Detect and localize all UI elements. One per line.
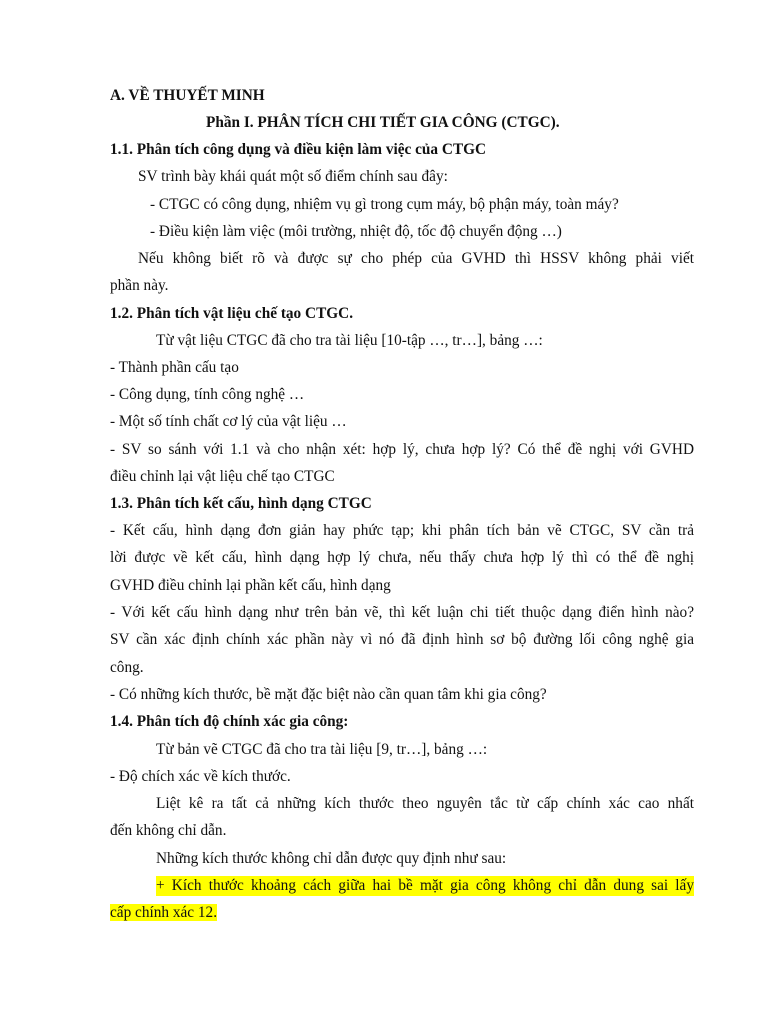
s12-item-1: - Thành phần cấu tạo [110,359,239,376]
s11-bullet-2: - Điều kiện làm việc (môi trường, nhiệt độ, tốc độ chuyển động …) [150,223,562,240]
s12-item-3: - Một số tính chất cơ lý của vật liệu … [110,413,347,430]
s14-item-1: - Độ chích xác về kích thước. [110,768,291,785]
s14-p1-line-1: Liệt kê ra tất cả những kích thước theo nguyên tắc từ cấp chính xác cao nhất [156,795,694,812]
s13-p1-line-2: lời được về kết cấu, hình dạng hợp lý chưa, nếu thấy chưa hợp lý thì có thể đề nghị [110,549,694,566]
s11-bullet-1: - CTGC có công dụng, nhiệm vụ gì trong cụm máy, bộ phận máy, toàn máy? [150,196,619,213]
s13-p2-line-2: SV cần xác định chính xác phần này vì nó đã định hình sơ bộ đường lối công nghệ gia [110,631,694,648]
s12-item-2: - Công dụng, tính công nghệ … [110,386,305,403]
heading-1-3: 1.3. Phân tích kết cấu, hình dạng CTGC [110,495,372,512]
s14-intro: Từ bản vẽ CTGC đã cho tra tài liệu [9, tr…], bảng …: [156,741,488,758]
highlighted-text: cấp chính xác 12. [110,904,218,921]
s14-p2: Những kích thước không chỉ dẫn được quy định như sau: [156,850,507,867]
s12-item-4-line-1: - SV so sánh với 1.1 và cho nhận xét: hợp lý, chưa hợp lý? Có thể đề nghị với GVHD [110,441,694,458]
heading-1-2: 1.2. Phân tích vật liệu chế tạo CTGC. [110,305,354,322]
s13-p3: - Có những kích thước, bề mặt đặc biệt nào cần quan tâm khi gia công? [110,686,547,703]
heading-1-4: 1.4. Phân tích độ chính xác gia công: [110,713,349,730]
highlighted-line-1: + Kích thước khoảng cách giữa hai bề mặt gia công không chỉ dẫn dung sai lấy [156,877,694,894]
heading-1-1: 1.1. Phân tích công dụng và điều kiện làm việc của CTGC [110,141,487,158]
part-title: Phần I. PHÂN TÍCH CHI TIẾT GIA CÔNG (CTGC). [206,114,560,131]
s13-p1-line-3: GVHD điều chỉnh lại phần kết cấu, hình dạng [110,577,391,594]
s14-p1-line-2: đến không chỉ dẫn. [110,822,227,839]
highlighted-line-2 [110,903,217,923]
s13-p1-line-1: - Kết cấu, hình dạng đơn giản hay phức tạp; khi phân tích bản vẽ CTGC, SV cần trả [110,522,694,539]
s12-intro: Từ vật liệu CTGC đã cho tra tài liệu [10-tập …, tr…], bảng …: [156,332,543,349]
section-heading: A. VỀ THUYẾT MINH [110,87,265,104]
s13-p2-line-1: - Với kết cấu hình dạng như trên bản vẽ, thì kết luận chi tiết thuộc dạng điển hình nào? [110,604,694,621]
s12-item-4-line-2: điều chỉnh lại vật liệu chế tạo CTGC [110,468,335,485]
s13-p2-line-3: công. [110,659,144,676]
s11-note-line-2: phần này. [110,277,169,294]
s11-note-line-1: Nếu không biết rõ và được sự cho phép của GVHD thì HSSV không phải viết [138,250,694,267]
s11-intro: SV trình bày khái quát một số điểm chính sau đây: [138,168,448,185]
